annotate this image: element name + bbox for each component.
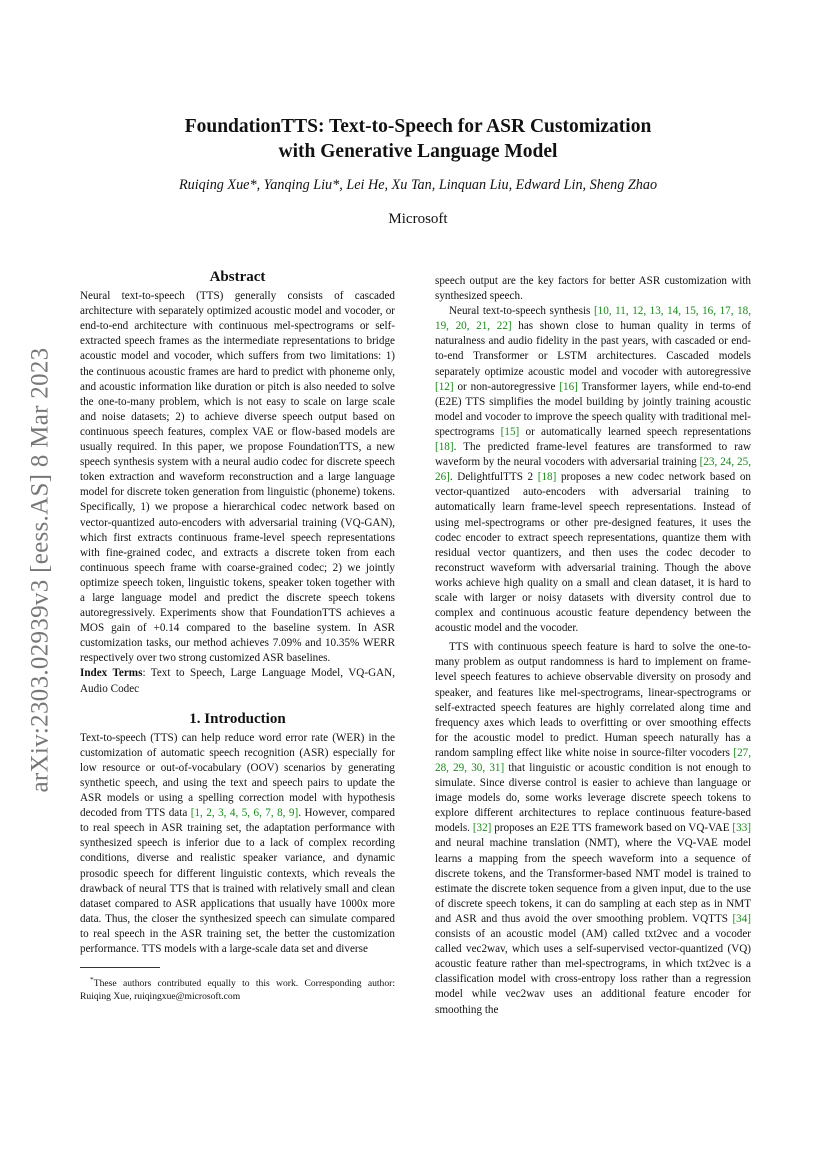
intro-text-b: . However, compared to real speech in ASR training set, the adaptation performance with synthesized speech is inferior due to a lack of complex recording conditions, diverse and realistic speaker variance, and dynamic prosodic speech for different linguistic contexts, which reveals the drawback of neural TTS that is trained with relatively small and clean dataset compared to ASR applications that usually have 1000x more data. Thus, the closer the synthesized speech can simulate compared to real speech in the ASR training set, the better the customization performance. TTS models with a large-scale data set and diverse: [80, 807, 395, 956]
citation-link[interactable]: [18]: [435, 441, 454, 454]
text-run: TTS with continuous speech feature is hard to solve the one-to-many problem as output randomness is hard to implement on frame-level speech features to achieve observable diversity on prosody and speaker, and features like mel-spectrograms, linear-spectrograms or self-extracted speech features are highly correlated along time and frequency axes which leads to overfitting or over smoothing effects for the acoustic model to predict. Human speech naturally has a random sampling effect like white noise in source-filter vocoders: [435, 641, 751, 759]
related-work-paragraph-1: [435, 304, 751, 636]
left-column: [80, 270, 395, 1003]
right-column: [435, 274, 751, 1018]
text-run: Neural text-to-speech synthesis: [449, 305, 594, 318]
citation-link[interactable]: [33]: [732, 822, 751, 835]
authors: Ruiqing Xue*, Yanqing Liu*, Lei He, Xu Tan, Linquan Liu, Edward Lin, Sheng Zhao: [178, 177, 658, 193]
index-terms-text: : Text to Speech, Large Language Model, VQ-GAN, Audio Codec: [80, 667, 395, 695]
citation-link[interactable]: [34]: [732, 912, 751, 925]
citation-link[interactable]: [1, 2, 3, 4, 5, 6, 7, 8, 9]: [190, 807, 299, 820]
intro-heading: 1. Introduction: [189, 710, 286, 727]
citation-link[interactable]: [23, 24, 25, 26]: [435, 456, 751, 484]
citation-link[interactable]: [18]: [537, 471, 557, 484]
text-run: that linguistic or acoustic condition is not enough to simulate. Since diverse control is easier to achieve than language or image models do, some works leverage discrete speech tokens to explore different architectures to replace continuous feature-based models.: [435, 762, 752, 835]
footnote-mark: *: [90, 975, 94, 985]
text-run: and neural machine translation (NMT), where the VQ-VAE model learns a mapping from the speech waveform into a sequence of discrete tokens, and the Transformer-based NMT model is trained to estimate the discrete token sequence from a given input, due to the use of discrete speech tokens, it can do sampling at each step as in NMT and ASR and thus avoid the over smoothing problem. VQTTS: [435, 837, 751, 925]
title-line-1: FoundationTTS: Text-to-Speech for ASR Customization: [184, 116, 652, 137]
text-run: proposes an E2E TTS framework based on VQ-VAE: [491, 822, 733, 835]
citation-link[interactable]: [12]: [435, 380, 454, 393]
citation-link[interactable]: [15]: [500, 425, 520, 438]
text-run: consists of an acoustic model (AM) called txt2vec and a vocoder called vec2wav, which uses a self-supervised vector-quantized (VQ) acoustic feature rather than mel-spectrograms, in which txt2vec is a classification model with cross-entropy loss rather than a regression model while vec2wav uses an additional feature encoder for smoothing the: [435, 928, 751, 1016]
citation-link[interactable]: [10, 11, 12, 13, 14, 15, 16, 17, 18, 19, 20, 21, 22]: [435, 305, 751, 333]
abstract-text: Neural text-to-speech (TTS) generally consists of cascaded architecture with separately optimized acoustic model and vocoder, or end-to-end architecture with continuous mel-spectrograms or self-extracted speech frames as the intermediate representations to bridge acoustic model and vocoder, which suffers from two limitations: 1) the continuous acoustic frames are hard to predict with phoneme only, and acoustic information like duration or pitch is also needed to solve the one-to-many problem, which is not easy to scale on large scale and noise datasets; 2) to achieve diverse speech output based on continuous speech features, complex VAE or flow-based models are usually required. In this paper, we propose FoundationTTS, a new speech synthesis system with a neural audio codec for discrete speech token extraction and waveform reconstruction and a large language model for discrete token generation from linguistic (phoneme) tokens. Specifically, 1) we propose a hierarchical codec network based on vector-quantized auto-encoders with adversarial training (VQ-GAN), which first extracts continuous frame-level speech representations with fine-grained codec, and extracts a discrete token from each continuous speech frame with coarse-grained codec; 2) we jointly optimize speech token, linguistic tokens, speaker token together with a large language model and predict the discrete speech tokens autoregressively. Experiments show that FoundationTTS achieves a MOS gain of +0.14 compared to the baseline system. In ASR customization tasks, our method achieves 7.09% and 10.35% WERR respectively over two strong customized ASR baselines.: [80, 290, 395, 665]
text-run: or automatically learned speech representations: [519, 425, 751, 438]
abstract-heading: Abstract: [209, 269, 266, 285]
title-line-2: with Generative Language Model: [278, 141, 558, 162]
footnote-rule: [80, 967, 160, 968]
arxiv-sidebar: [22, 347, 58, 793]
text-run: proposes a new codec network based on vector-quantized auto-encoders with adversarial training to automatically learn frame-level speech representations. Instead of using mel-spectrograms or other pre-designed features, it uses the codec encoder to extract speech representations, quantize them with residual vector quantizers, and then uses the codec decoder to reconstruct waveform with adversarial training. Though the above works achieve high quality on a small and clean dataset, it is hard to scale with larger or noisy datasets with diversity control due to complex and continuous acoustic feature dependency between the acoustic model and the vocoder.: [435, 471, 751, 635]
text-run: . The predicted frame-level features are transformed to raw waveform by the neural vocoders with adversarial training: [435, 441, 751, 469]
continued-paragraph: speech output are the key factors for better ASR customization with synthesized speech.: [435, 275, 751, 303]
citation-link[interactable]: [32]: [472, 822, 492, 835]
index-terms-label: Index Terms: [80, 667, 143, 680]
arxiv-id: arXiv:2303.02939v3 [eess.AS] 8 Mar 2023: [26, 347, 54, 793]
text-run: or non-autoregressive: [453, 380, 560, 393]
citation-link[interactable]: [27, 28, 29, 30, 31]: [435, 746, 751, 774]
text-run: Transformer layers, while end-to-end (E2E) TTS simplifies the model building by jointly training acoustic model and vocoder to improve the speech quality with traditional mel-spectrograms: [435, 380, 751, 438]
affiliation: Microsoft: [388, 211, 448, 227]
intro-text-a: Text-to-speech (TTS) can help reduce word error rate (WER) in the customization of automatic speech recognition (ASR) especially for low resource or out-of-vocabulary (OOV) scenarios by generating synthetic speech, and using the text and speech pairs to update the ASR models or using a spelling correction model with hypothesis decoded from TTS data: [80, 731, 395, 820]
intro-paragraph: [80, 731, 395, 957]
footnote-text: These authors contributed equally to this work. Corresponding author: Ruiqing Xue, ruiqingxue@microsoft.com: [80, 978, 395, 1002]
paper-title: [80, 114, 756, 164]
related-work-paragraph-2: [435, 640, 751, 1017]
citation-link[interactable]: [16]: [559, 380, 578, 393]
text-run: has shown close to human quality in terms of naturalness and audio fidelity in the past years, with cascaded or end-to-end Transformer or LSTM architectures. Cascaded models separately optimize acoustic model and vocoder with autoregressive: [435, 320, 751, 378]
footnote: [80, 974, 395, 1003]
index-terms: [80, 666, 395, 696]
text-run: . DelightfulTTS 2: [449, 471, 538, 484]
